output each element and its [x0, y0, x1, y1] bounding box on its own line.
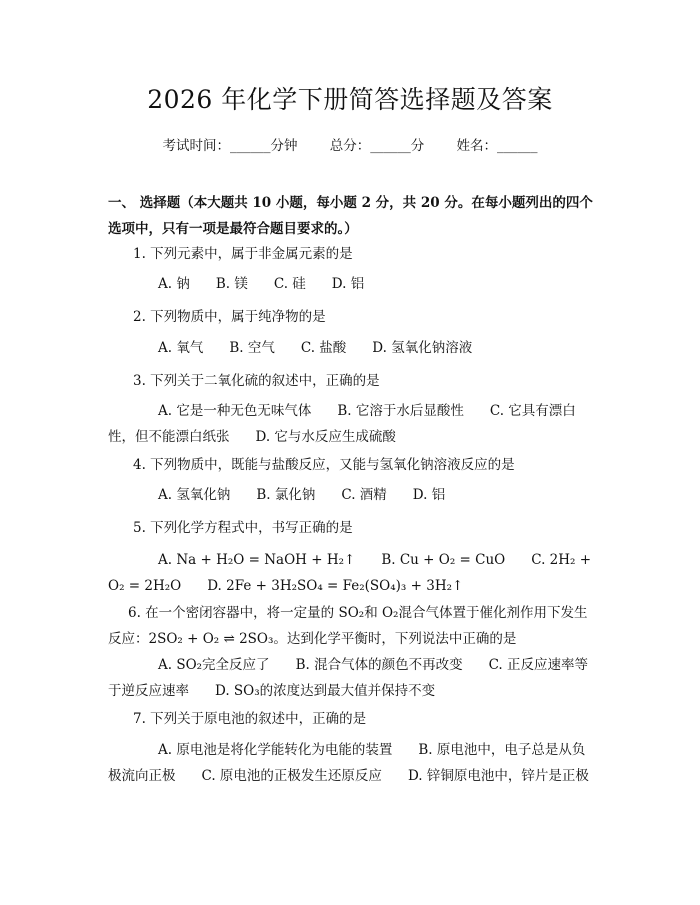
option-d: D. 铝	[412, 487, 446, 503]
option-c: C. 盐酸	[300, 340, 347, 356]
option-c: C. 酒精	[341, 487, 387, 503]
option-b: B. Cu + O₂ = CuO	[381, 552, 506, 568]
question-stem: 1. 下列元素中，属于非金属元素的是	[133, 246, 353, 262]
question-options	[108, 737, 598, 789]
option-b: B. 混合气体的颜色不再改变	[295, 657, 463, 673]
question-stem: 4. 下列物质中，既能与盐酸反应，又能与氢氧化钠溶液反应的是	[133, 457, 515, 473]
option-d: D. 2Fe + 3H₂SO₄ = Fe₂(SO₄)₃ + 3H₂↑	[207, 578, 464, 594]
option-d: D. 氢氧化钠溶液	[372, 340, 473, 356]
option-a: A. 氧气	[158, 340, 204, 356]
total-score-label: 总分：______分	[329, 138, 425, 154]
question-options	[108, 398, 598, 450]
option-a: A. 钠	[158, 276, 190, 292]
page-title: 2026 年化学下册简答选择题及答案	[147, 85, 553, 114]
student-name-label: 姓名：______	[456, 138, 538, 154]
option-c: C. 2H₂ + O₂ = 2H₂O	[108, 552, 592, 594]
option-d: D. SO₃的浓度达到最大值并保持不变	[215, 683, 436, 699]
option-a: A. SO₂完全反应了	[158, 657, 270, 673]
option-c: C. 它具有漂白性，但不能漂白纸张	[108, 403, 576, 445]
option-b: B. 镁	[215, 276, 248, 292]
option-a: A. Na + H₂O = NaOH + H₂↑	[158, 552, 356, 568]
question-options	[108, 482, 598, 508]
exam-time-label: 考试时间：______分钟	[162, 138, 298, 154]
question-stem: 6. 在一个密闭容器中，将一定量的 SO₂和 O₂混合气体置于催化剂作用下发生反应：2SO₂ + O₂ ⇌ 2SO₃。达到化学平衡时，下列说法中正确的是	[108, 605, 588, 647]
option-c: C. 硅	[273, 276, 306, 292]
question-options	[108, 547, 598, 599]
question-options	[108, 652, 598, 704]
option-b: B. 原电池中，电子总是从负极流向正极	[108, 742, 586, 784]
question-stem-block	[108, 600, 598, 652]
exam-meta	[0, 134, 700, 154]
question-stem: 5. 下列化学方程式中，书写正确的是	[133, 520, 353, 536]
question-stem: 2. 下列物质中，属于纯净物的是	[133, 309, 326, 325]
option-b: B. 氯化钠	[256, 487, 316, 503]
option-d: D. 铝	[331, 276, 365, 292]
question-stem: 3. 下列关于二氧化硫的叙述中，正确的是	[133, 373, 380, 389]
question-options	[108, 271, 598, 297]
option-a: A. 氢氧化钠	[158, 487, 231, 503]
section-heading: 一、 选择题（本大题共 10 小题，每小题 2 分，共 20 分。在每小题列出的四个选项中，只有一项是最符合题目要求的。）	[108, 195, 593, 237]
option-c: C. 原电池的正极发生还原反应	[201, 768, 382, 784]
option-d: D. 它与水反应生成硫酸	[255, 429, 396, 445]
option-d: D. 锌铜原电池中，锌片是正极	[407, 768, 589, 784]
option-b: B. 它溶于水后显酸性	[337, 403, 464, 419]
question-stem: 7. 下列关于原电池的叙述中，正确的是	[133, 711, 367, 727]
option-c: C. 正反应速率等于逆反应速率	[108, 657, 589, 699]
question-options	[108, 335, 598, 361]
option-a: A. 原电池是将化学能转化为电能的装置	[158, 742, 393, 758]
option-a: A. 它是一种无色无味气体	[158, 403, 312, 419]
option-b: B. 空气	[229, 340, 275, 356]
